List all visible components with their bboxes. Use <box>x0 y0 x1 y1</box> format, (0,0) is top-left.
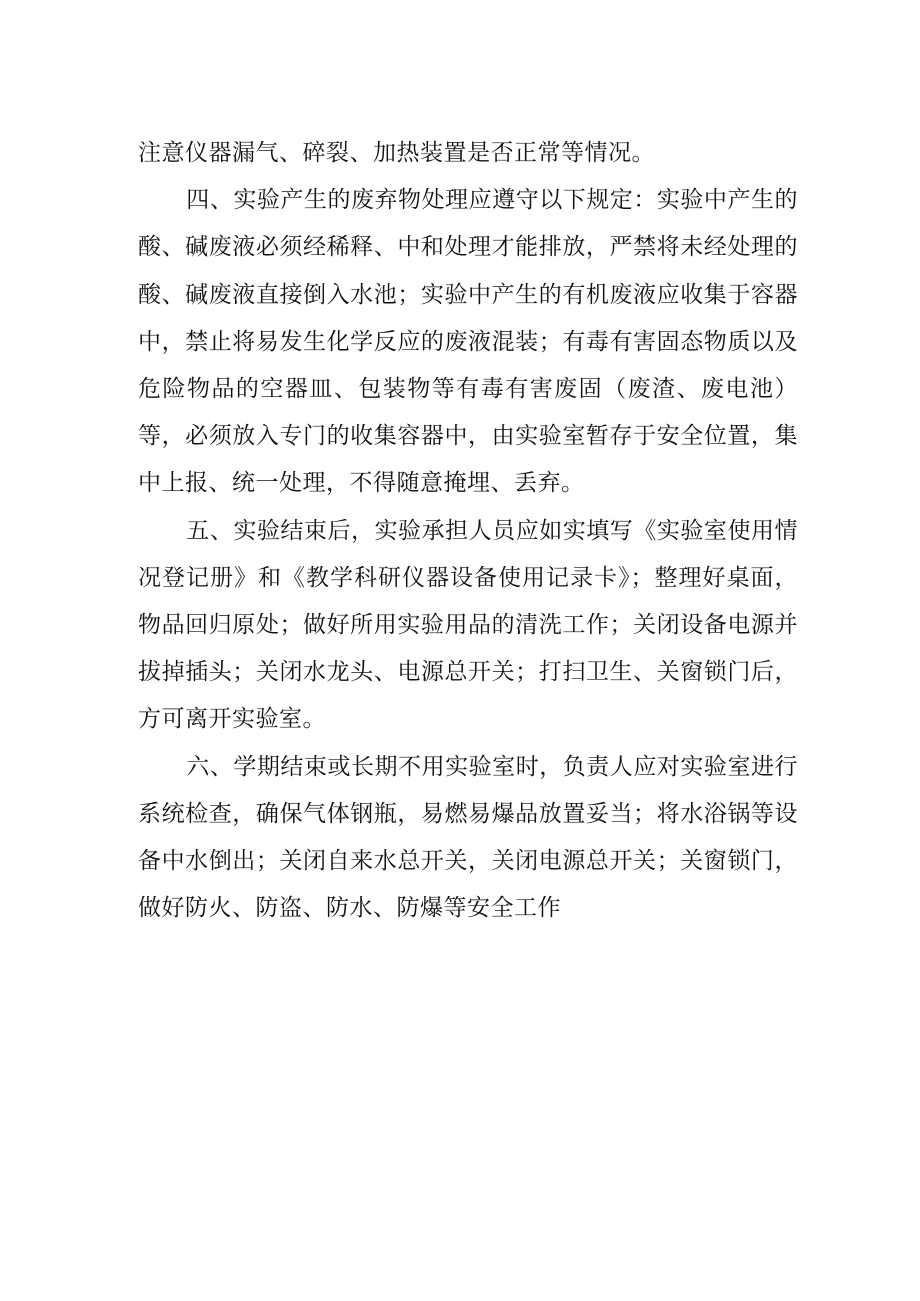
paragraph-item-5 <box>138 508 798 744</box>
text-line: 物品回归原处；做好所用实验用品的清洗工作；关闭设备电源并 <box>138 612 798 639</box>
text-line: 必须放入专门的收集容器中，由实验室暂存于安全位置，集中上 <box>138 423 799 497</box>
text-line: 备中水倒出；关闭自来水总开关，关闭电源总开关；关窗锁门， <box>138 848 798 875</box>
text-line: 中，禁止将易发生化学反应的废液混装；有毒有害固态物质以及 <box>138 328 798 355</box>
text-line: 做好防火、防盗、防水、防爆等安全工作 <box>138 895 561 922</box>
paragraph-continuation <box>138 130 798 177</box>
text-line: 酸、碱废液必须经稀释、中和处理才能排放，严禁将未经处理的 <box>138 234 798 261</box>
text-line: 注意仪器漏气、碎裂、加热装置是否正常等情况。 <box>138 140 655 166</box>
text-line: 系统检查，确保气体钢瓶，易燃易爆品放置妥当；将水浴锅等设 <box>138 800 798 827</box>
text-line: 方可离开实验室。 <box>138 706 326 733</box>
text-line: 五、实验结束后，实验承担人员应如实填写《实验室使用情 <box>186 517 798 544</box>
text-line: 六、学期结束或长期不用实验室时，负责人应对实验室进行 <box>186 753 798 780</box>
document-body <box>138 130 798 932</box>
text-line: 况登记册》和《教学科研仪器设备使用记录卡》；整理好桌面， <box>138 564 798 591</box>
text-line: 拔掉插头；关闭水龙头、电源总开关；打扫卫生、关窗锁门后， <box>138 659 798 686</box>
paragraph-item-6 <box>138 744 798 933</box>
paragraph-item-4 <box>138 177 798 507</box>
text-line: 危险物品的空器皿、包装物等有毒有害废固（废渣、废电池）等， <box>138 376 798 450</box>
text-line: 四、实验产生的废弃物处理应遵守以下规定：实验中产生的 <box>186 187 798 214</box>
text-line: 酸、碱废液直接倒入水池；实验中产生的有机废液应收集于容器 <box>138 281 798 308</box>
text-line: 报、统一处理，不得随意掩埋、丢弃。 <box>185 470 585 497</box>
